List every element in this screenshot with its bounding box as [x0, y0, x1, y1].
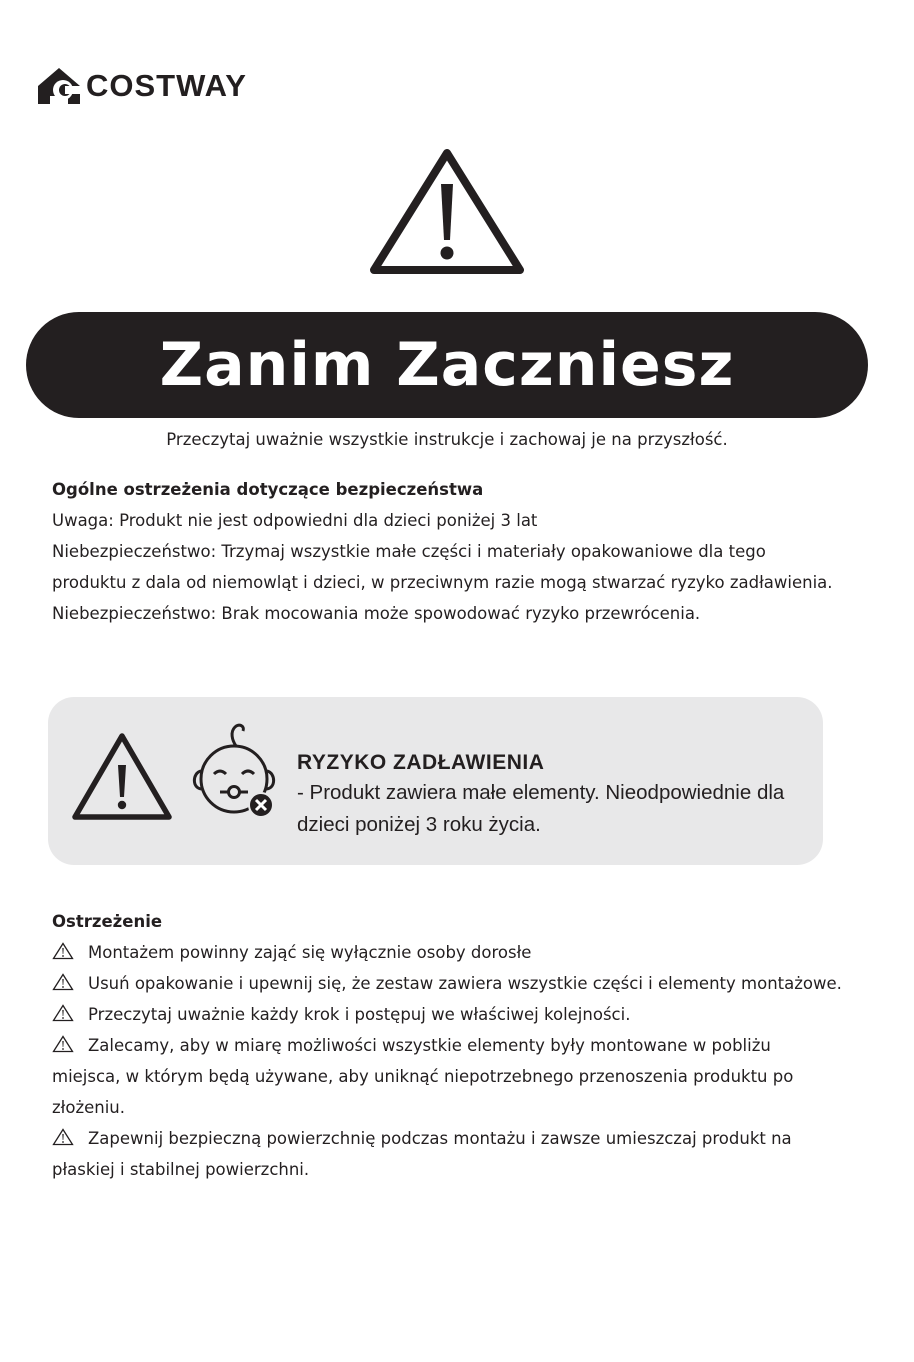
- brand-name: COSTWAY: [86, 68, 247, 103]
- warning-text: Przeczytaj uważnie każdy krok i postępuj we właściwej kolejności.: [88, 1005, 631, 1024]
- small-warning-icon: [52, 942, 74, 960]
- choking-text: [297, 749, 817, 841]
- warnings-section: [52, 906, 842, 1185]
- brand-logo: [36, 66, 247, 106]
- page-title: Zanim Zaczniesz: [159, 330, 735, 400]
- warnings-heading: Ostrzeżenie: [52, 912, 163, 931]
- intro-text: Przeczytaj uważnie wszystkie instrukcje i zachowaj je na przyszłość.: [166, 430, 728, 449]
- list-item: [52, 968, 842, 999]
- small-warning-icon: [52, 1004, 74, 1022]
- list-item: [52, 999, 842, 1030]
- warning-triangle-icon: [70, 731, 174, 823]
- warning-triangle-icon: [369, 146, 525, 276]
- safety-section: [52, 474, 842, 629]
- safety-heading: Ogólne ostrzeżenia dotyczące bezpieczeństwa: [52, 480, 484, 499]
- list-item: [52, 937, 842, 968]
- title-banner: [26, 312, 868, 418]
- safety-paragraph: Niebezpieczeństwo: Trzymaj wszystkie małe części i materiały opakowaniowe dla tego produktu z dala od niemowląt i dzieci, w przeciwnym razie mogą stwarzać ryzyko zadławienia.: [52, 542, 833, 592]
- safety-paragraph: Uwaga: Produkt nie jest odpowiedni dla dzieci poniżej 3 lat: [52, 511, 538, 530]
- safety-paragraph: Niebezpieczeństwo: Brak mocowania może spowodować ryzyko przewrócenia.: [52, 604, 701, 623]
- house-logo-icon: [36, 66, 82, 106]
- baby-pacifier-icon: [186, 719, 280, 819]
- small-warning-icon: [52, 1035, 74, 1053]
- list-item: [52, 1123, 842, 1185]
- choking-body: - Produkt zawiera małe elementy. Nieodpowiednie dla dzieci poniżej 3 roku życia.: [297, 781, 785, 836]
- warning-text: Usuń opakowanie i upewnij się, że zestaw zawiera wszystkie części i elementy montażowe.: [88, 974, 842, 993]
- list-item: [52, 1030, 842, 1123]
- small-warning-icon: [52, 973, 74, 991]
- small-warning-icon: [52, 1128, 74, 1146]
- warning-text: Montażem powinny zająć się wyłącznie osoby dorosłe: [88, 943, 532, 962]
- warning-text: Zalecamy, aby w miarę możliwości wszystkie elementy były montowane w pobliżu miejsca, w którym będą używane, aby uniknąć niepotrzebnego przenoszenia produktu po złożeniu.: [52, 1036, 794, 1117]
- choking-title: RYZYKO ZADŁAWIENIA: [297, 751, 545, 774]
- choking-hazard-box: [48, 697, 823, 865]
- warning-text: Zapewnij bezpieczną powierzchnię podczas montażu i zawsze umieszczaj produkt na płaskiej i stabilnej powierzchni.: [52, 1129, 792, 1179]
